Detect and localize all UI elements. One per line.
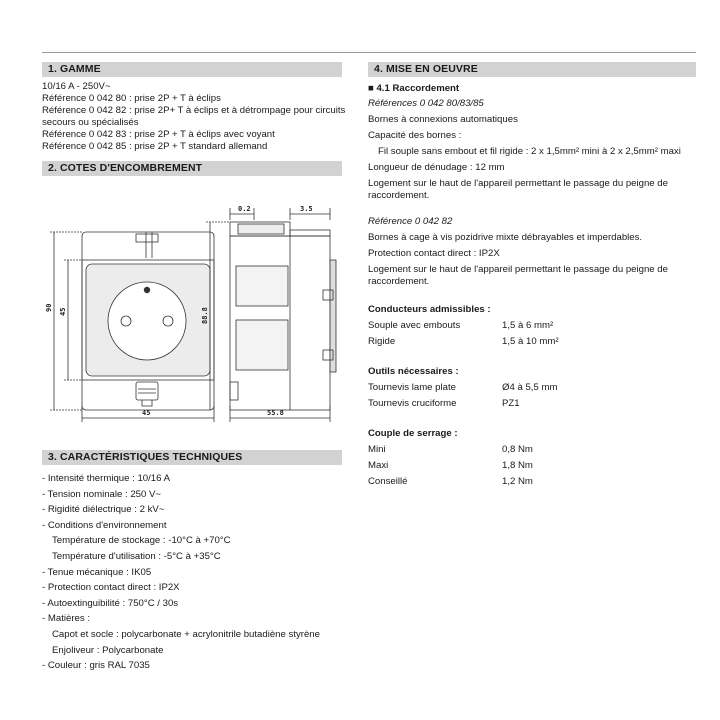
spec-line: - Intensité thermique : 10/16 A xyxy=(42,473,170,484)
gamme-line: Référence 0 042 83 : prise 2P + T à éclips avec voyant xyxy=(42,129,275,140)
dim-width-front: 45 xyxy=(142,409,151,417)
spec-line: - Tenue mécanique : IK05 xyxy=(42,566,152,578)
gamme-line: 10/16 A - 250V~ xyxy=(42,81,111,92)
section-3-heading: 3. CARACTÉRISTIQUES TECHNIQUES xyxy=(42,450,342,465)
reference-1: Références 0 042 80/83/85 xyxy=(368,98,484,109)
spec-line: Capot et socle : polycarbonate + acrylonitrile butadiène styrène xyxy=(52,628,320,640)
mise-line: Bornes à connexions automatiques xyxy=(368,114,518,125)
top-clip xyxy=(136,234,158,242)
spec-line: - Autoextinguibilité : 750°C / 30s xyxy=(42,597,179,609)
outils-title: Outils nécessaires : xyxy=(368,366,459,377)
spec-line: - Conditions d'environnement xyxy=(42,519,167,531)
spec-line: - Tension nominale : 250 V~ xyxy=(42,488,162,500)
square-bullet-icon: ■ xyxy=(368,83,374,94)
dim-height-outer: 90 xyxy=(45,303,53,312)
table-row: Conseillé 1,2 Nm xyxy=(368,476,533,487)
mise-line: Logement sur le haut de l'appareil permettant le passage du peigne de xyxy=(368,264,668,275)
dim-height-side: 88.8 xyxy=(201,307,209,324)
reference-2: Référence 0 042 82 xyxy=(368,216,453,227)
dim-top-left: 0.2 xyxy=(238,205,251,213)
mise-line: Capacité des bornes : xyxy=(368,130,462,141)
table-row: Souple avec embouts 1,5 à 6 mm² xyxy=(368,320,554,331)
conducteurs-table xyxy=(368,320,696,348)
spec-line: - Protection contact direct : IP2X xyxy=(42,582,180,594)
couple-table xyxy=(368,444,696,488)
socket-circle xyxy=(108,282,186,360)
left-column xyxy=(42,62,346,176)
spec-line: Température d'utilisation : -5°C à +35°C xyxy=(52,550,221,562)
spec-line: Enjoliveur : Polycarbonate xyxy=(52,644,164,656)
outils-table xyxy=(368,382,696,410)
section-2-heading: 2. COTES D'ENCOMBREMENT xyxy=(42,161,342,176)
couple-title: Couple de serrage : xyxy=(368,428,458,439)
gamme-line: Référence 0 042 82 : prise 2P+ T à éclips et à détrompage pour circuits xyxy=(42,105,346,116)
dimension-drawing xyxy=(42,200,342,425)
spec-line: - Matières : xyxy=(42,613,90,625)
mise-line: Bornes à cage à vis pozidrive mixte débrayables et imperdables. xyxy=(368,232,643,243)
table-row: Tournevis lame plate Ø4 à 5,5 mm xyxy=(368,382,558,393)
dim-top-right: 3.5 xyxy=(300,205,313,213)
spec-line: - Couleur : gris RAL 7035 xyxy=(42,660,150,672)
conducteurs-title: Conducteurs admissibles : xyxy=(368,304,491,315)
section-4-heading: 4. MISE EN OEUVRE xyxy=(368,62,696,77)
mise-line: raccordement. xyxy=(368,190,430,201)
table-row: Mini 0,8 Nm xyxy=(368,444,533,455)
mise-line: raccordement. xyxy=(368,276,430,287)
spec-line: Température de stockage : -10°C à +70°C xyxy=(52,535,231,547)
section-1-body xyxy=(42,81,346,153)
mise-line: Logement sur le haut de l'appareil permettant le passage du peigne de xyxy=(368,178,668,189)
table-row: Tournevis cruciforme PZ1 xyxy=(368,398,520,409)
bottom-clip xyxy=(136,382,158,400)
section-3 xyxy=(42,450,342,676)
specs-list xyxy=(42,473,342,672)
mise-line: Longueur de dénudage : 12 mm xyxy=(368,162,505,173)
mise-line-indent: Fil souple sans embout et fil rigide : 2 x 1,5mm² mini à 2 x 2,5mm² maxi xyxy=(378,146,681,157)
gamme-line: secours ou spécialisés xyxy=(42,117,139,128)
dim-height-inner: 45 xyxy=(59,307,67,316)
right-column xyxy=(368,62,696,488)
gamme-line: Référence 0 042 80 : prise 2P + T à éclips xyxy=(42,93,221,104)
table-row: Maxi 1,8 Nm xyxy=(368,460,533,471)
mise-line: Protection contact direct : IP2X xyxy=(368,248,500,259)
gamme-line: Référence 0 042 85 : prise 2P + T standard allemand xyxy=(42,141,268,152)
top-rule xyxy=(42,52,696,53)
table-row: Rigide 1,5 à 10 mm² xyxy=(368,336,559,347)
section-1-heading: 1. GAMME xyxy=(42,62,342,77)
dim-depth: 55.8 xyxy=(267,409,284,417)
spec-line: - Rigidité diélectrique : 2 kV~ xyxy=(42,504,165,516)
subsection-heading: ■ 4.1 Raccordement xyxy=(368,83,460,94)
